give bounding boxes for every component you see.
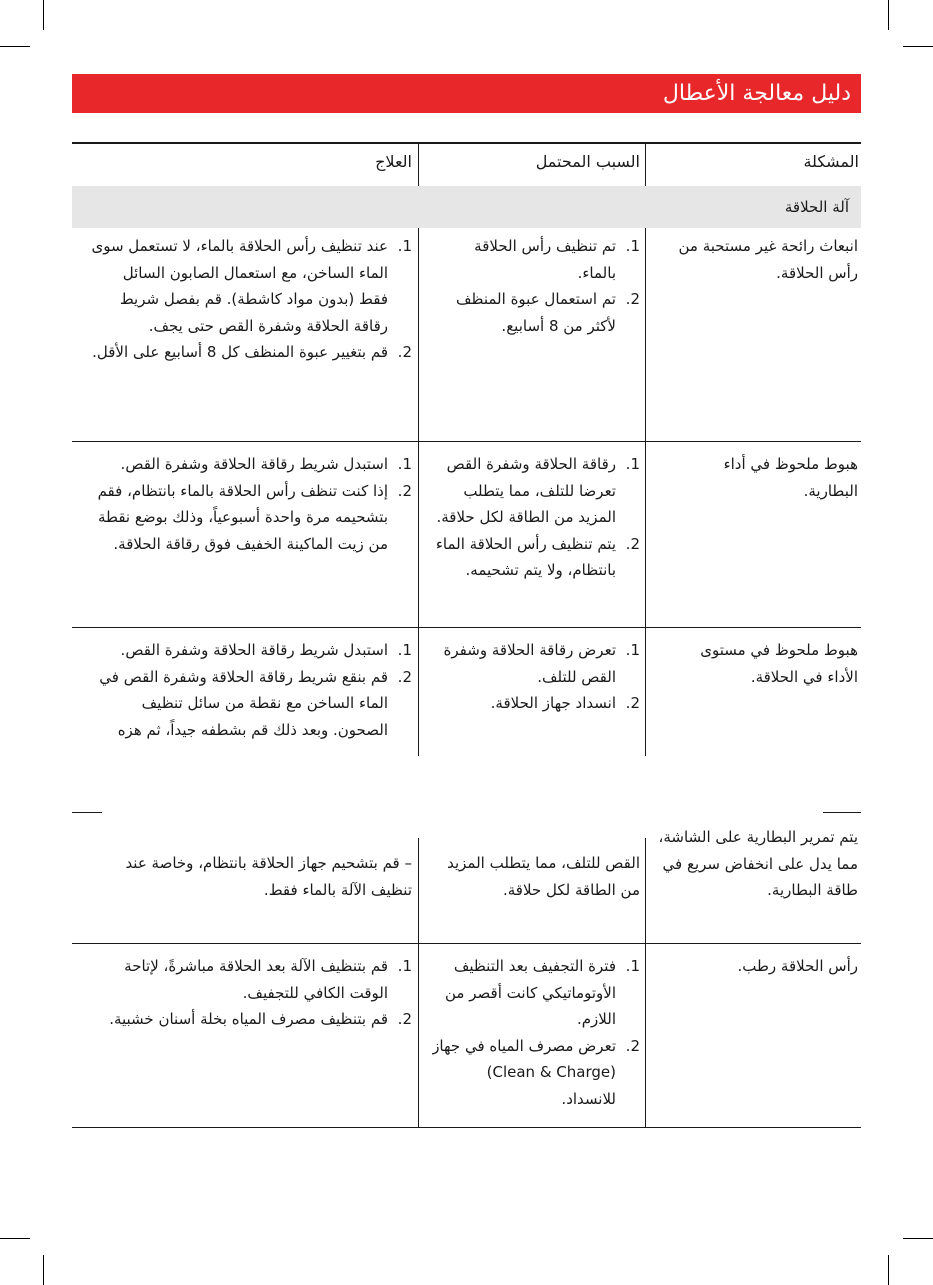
item-number: 1. — [625, 237, 640, 255]
column-divider — [418, 144, 419, 186]
remedy-cell — [82, 637, 412, 758]
problem-cell: انبعاث رائحة غير مستحبة من رأس الحلاقة. — [678, 237, 858, 282]
item-number: 1. — [397, 455, 412, 473]
item-text: إذا كنت تنظف رأس الحلاقة بالماء بانتظام، فقم بتشحيمه مرة واحدة أسبوعياً، وذلك بوضع نقطة من زيت الماكينة الخفيف فوق رقاقة الحلاقة. — [97, 481, 388, 553]
list-item — [82, 451, 412, 478]
crop-mark — [888, 0, 889, 30]
list-item — [82, 637, 412, 664]
list-item — [426, 451, 640, 531]
item-text: قم بنقع شريط رقاقة الحلاقة وشفرة القص في الماء الساخن مع نقطة من سائل تنظيف الصحون. وبعد ذلك قم بشطفه جيداً، ثم هزه — [99, 667, 388, 739]
item-text: تم تنظيف رأس الحلاقة بالماء. — [474, 237, 616, 282]
item-text: عند تنظيف رأس الحلاقة بالماء، لا تستعمل سوى الماء الساخن، مع استعمال الصابون السائل فقط (بدون مواد كاشطة). قم بفصل شريط رقاقة الحلاقة وشفرة القص حتى يجف. — [91, 237, 388, 335]
cause-cell — [432, 233, 640, 339]
column-divider — [645, 838, 646, 1127]
remedy-cell — [90, 233, 412, 366]
header-remedy: العلاج — [375, 152, 412, 171]
header-cause: السبب المحتمل — [535, 152, 640, 171]
crop-mark — [0, 46, 30, 47]
row-divider — [72, 943, 861, 944]
item-number: 1. — [397, 641, 412, 659]
problem-cell: يتم تمرير البطارية على الشاشة، مما يدل على انخفاض سريع في طاقة البطارية. — [658, 828, 858, 899]
row-divider — [72, 441, 861, 442]
list-item — [426, 690, 640, 717]
list-item — [426, 637, 640, 690]
remedy-cell — [90, 953, 412, 1033]
problem-cell: رأس الحلاقة رطب. — [737, 957, 858, 975]
crop-mark — [43, 1255, 44, 1285]
item-number: 1. — [625, 957, 640, 975]
crop-mark — [888, 1255, 889, 1285]
column-divider — [418, 228, 419, 756]
problem-cell: هبوط ملحوظ في أداء البطارية. — [723, 455, 858, 500]
cause-cell — [432, 953, 640, 1112]
column-divider — [418, 838, 419, 1127]
cause-cell — [426, 451, 640, 584]
item-text: استبدل شريط رقاقة الحلاقة وشفرة القص. — [120, 641, 388, 659]
page-title: دليل معالجة الأعطال — [72, 74, 861, 113]
crop-mark — [903, 46, 933, 47]
list-item — [82, 478, 412, 558]
band-rule — [823, 812, 861, 813]
item-text: قم بتغيير عبوة المنظف كل 8 أسابيع على الأقل. — [92, 343, 388, 361]
list-item — [82, 664, 412, 744]
item-number: 1. — [625, 455, 640, 473]
item-text: القص للتلف، مما يتطلب المزيد من الطاقة لكل حلاقة. — [447, 854, 640, 899]
crop-mark — [43, 0, 44, 30]
item-text: رقاقة الحلاقة وشفرة القص تعرضا للتلف، مما يتطلب المزيد من الطاقة لكل حلاقة. — [436, 455, 616, 526]
column-divider — [645, 144, 646, 186]
list-item — [90, 233, 412, 339]
item-number: 1. — [625, 641, 640, 659]
item-number: 2. — [625, 1036, 640, 1055]
remedy-cell — [82, 850, 412, 940]
row-divider — [72, 627, 861, 628]
cause-cell — [426, 850, 640, 940]
item-number: 2. — [397, 481, 412, 500]
header-problem: المشكلة — [803, 152, 859, 171]
item-text: فترة التجفيف بعد التنظيف الأوتوماتيكي كانت أقصر من اللازم. — [445, 957, 616, 1028]
crop-mark — [903, 1238, 933, 1239]
list-item — [90, 953, 412, 1006]
crop-mark — [0, 1238, 30, 1239]
problem-cell: هبوط ملحوظ في مستوى الأداء في الحلاقة. — [700, 641, 858, 686]
cause-cell — [426, 637, 640, 717]
item-number: 2. — [625, 694, 640, 712]
item-text: قم بتنظيف الآلة بعد الحلاقة مباشرةً، لإتاحة الوقت الكافي للتجفيف. — [124, 957, 388, 1002]
table-bottom-rule — [72, 1127, 861, 1128]
list-item — [90, 339, 412, 366]
item-number: 2. — [625, 290, 640, 308]
list-item — [90, 1006, 412, 1033]
item-text: قم بتنظيف مصرف المياه بخلة أسنان خشبية. — [109, 1010, 388, 1028]
section-row: آلة الحلاقة — [72, 186, 861, 228]
item-text: تعرض مصرف المياه في جهاز (Clean & Charge) للانسداد. — [432, 1036, 616, 1108]
item-text: – قم بتشحيم جهاز الحلاقة بانتظام، وخاصة عند تنظيف الآلة بالماء فقط. — [125, 854, 412, 899]
item-text: يتم تنظيف رأس الحلاقة الماء بانتظام، ولا يتم تشحيمه. — [435, 534, 616, 579]
list-item — [426, 531, 640, 584]
item-number: 2. — [397, 343, 412, 361]
item-number: 1. — [397, 237, 412, 255]
item-number: 1. — [397, 957, 412, 975]
item-number: 2. — [397, 1010, 412, 1028]
band-rule — [72, 812, 102, 813]
column-divider — [645, 228, 646, 756]
list-item — [432, 953, 640, 1033]
list-item — [432, 286, 640, 339]
item-text: تم استعمال عبوة المنظف لأكثر من 8 أسابيع. — [456, 290, 616, 335]
item-text: انسداد جهاز الحلاقة. — [490, 694, 616, 712]
item-text: تعرض رقاقة الحلاقة وشفرة القص للتلف. — [443, 641, 616, 686]
item-text: استبدل شريط رقاقة الحلاقة وشفرة القص. — [120, 455, 388, 473]
item-number: 2. — [625, 534, 640, 553]
list-item — [432, 233, 640, 286]
list-item — [432, 1033, 640, 1113]
item-number: 2. — [397, 667, 412, 686]
remedy-cell — [82, 451, 412, 557]
